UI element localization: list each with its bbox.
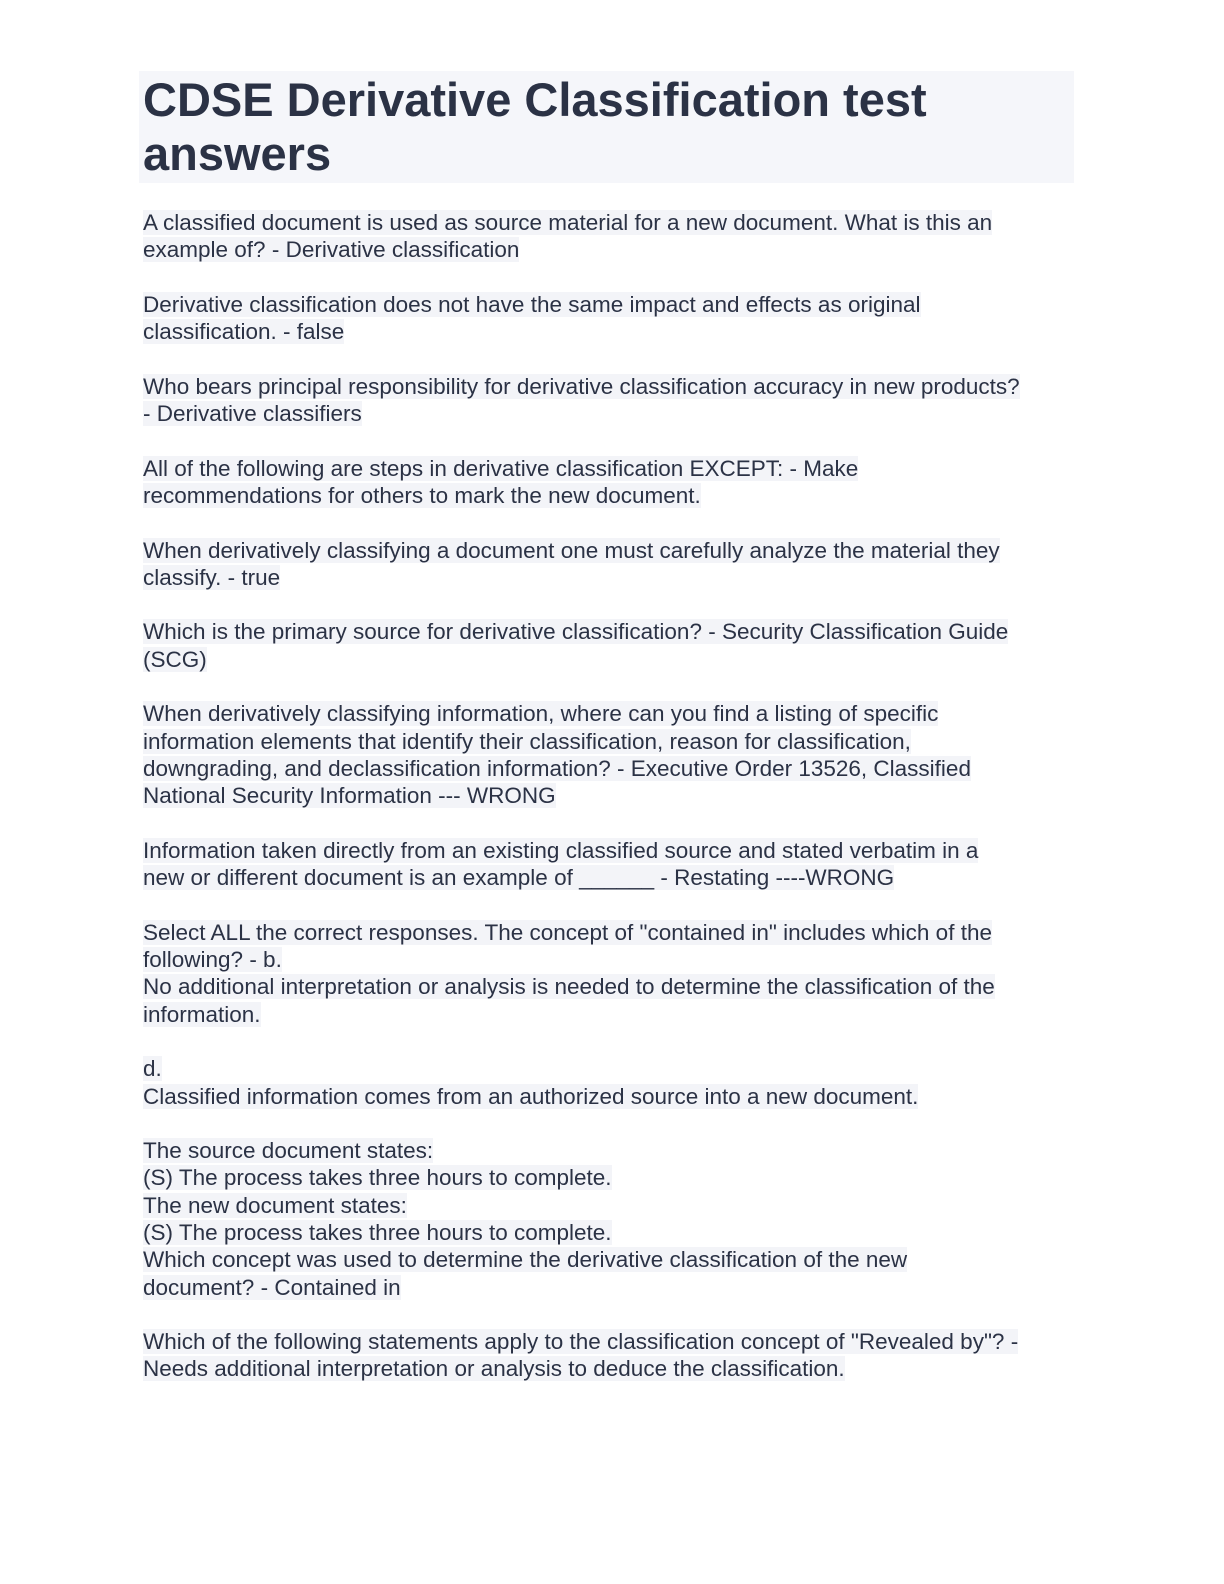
qa-line-text: The source document states:: [143, 1138, 434, 1164]
qa-line-text: Which of the following statements apply to the classification concept of "Revealed by"? -: [143, 1329, 1019, 1355]
qa-line: [143, 837, 1074, 864]
qa-line-text: Derivative classification does not have the same impact and effects as original: [143, 291, 921, 317]
qa-line: [143, 755, 1074, 782]
qa-line-text: The new document states:: [143, 1192, 407, 1218]
qa-item: [143, 618, 1074, 673]
qa-line-text: recommendations for others to mark the new document.: [143, 482, 701, 508]
qa-line: [143, 618, 1074, 645]
qa-line: [143, 1055, 1074, 1082]
qa-line: [143, 236, 1074, 263]
qa-line-text: No additional interpretation or analysis is needed to determine the classification of the: [143, 974, 995, 1000]
qa-line: [143, 782, 1074, 809]
qa-line-text: information.: [143, 1001, 261, 1027]
document-page: [139, 71, 1074, 1410]
qa-item: [143, 455, 1074, 510]
qa-item: [143, 373, 1074, 428]
qa-line-text: National Security Information --- WRONG: [143, 783, 556, 809]
qa-line-text: Select ALL the correct responses. The concept of "contained in" includes which of the: [143, 919, 992, 945]
qa-line-text: Who bears principal responsibility for derivative classification accuracy in new products?: [143, 373, 1020, 399]
qa-item: [143, 700, 1074, 809]
qa-item: [143, 1055, 1074, 1110]
qa-line: [143, 209, 1074, 236]
qa-line: [143, 291, 1074, 318]
qa-item: [143, 1137, 1074, 1301]
qa-line: [143, 728, 1074, 755]
qa-line: [143, 646, 1074, 673]
qa-line: [143, 482, 1074, 509]
qa-line: [143, 537, 1074, 564]
qa-line-text: When derivatively classifying information, where can you find a listing of specific: [143, 701, 939, 727]
qa-line: [143, 1192, 1074, 1219]
page-title: CDSE Derivative Classification test answers: [143, 73, 927, 180]
qa-item: [143, 209, 1074, 264]
qa-line: [143, 373, 1074, 400]
qa-line-text: example of? - Derivative classification: [143, 237, 520, 263]
qa-line: [143, 1328, 1074, 1355]
qa-line-text: (SCG): [143, 646, 207, 672]
qa-line: [143, 1164, 1074, 1191]
qa-item: [143, 919, 1074, 1028]
qa-line: [143, 1219, 1074, 1246]
qa-line-text: Information taken directly from an existing classified source and stated verbatim in a: [143, 837, 979, 863]
qa-line: [143, 455, 1074, 482]
qa-line-text: Classified information comes from an authorized source into a new document.: [143, 1083, 919, 1109]
qa-line-text: document? - Contained in: [143, 1274, 401, 1300]
qa-line: [143, 1083, 1074, 1110]
qa-item: [143, 837, 1074, 892]
qa-line-text: (S) The process takes three hours to complete.: [143, 1219, 612, 1245]
qa-line-text: All of the following are steps in derivative classification EXCEPT: - Make: [143, 455, 859, 481]
qa-line-text: d.: [143, 1056, 162, 1082]
qa-line: [143, 1274, 1074, 1301]
qa-line-text: following? - b.: [143, 947, 282, 973]
qa-line-text: information elements that identify their classification, reason for classification,: [143, 728, 911, 754]
qa-item: [143, 537, 1074, 592]
qa-line-text: new or different document is an example of ______ - Restating ----WRONG: [143, 865, 895, 891]
qa-line-text: When derivatively classifying a document one must carefully analyze the material they: [143, 537, 1000, 563]
qa-line: [143, 946, 1074, 973]
qa-line: [143, 1355, 1074, 1382]
qa-line-text: A classified document is used as source material for a new document. What is this an: [143, 210, 993, 235]
qa-line-text: classify. - true: [143, 564, 281, 590]
qa-line: [143, 1246, 1074, 1273]
qa-item: [143, 1328, 1074, 1383]
qa-line: [143, 400, 1074, 427]
qa-line-text: downgrading, and declassification information? - Executive Order 13526, Classified: [143, 755, 971, 781]
qa-line-text: Needs additional interpretation or analysis to deduce the classification.: [143, 1356, 845, 1382]
qa-line: [143, 919, 1074, 946]
qa-line: [143, 864, 1074, 891]
qa-line: [143, 973, 1074, 1000]
qa-line: [143, 700, 1074, 727]
qa-line: [143, 1001, 1074, 1028]
title-block: [139, 71, 1074, 183]
qa-line-text: Which concept was used to determine the derivative classification of the new: [143, 1247, 908, 1273]
qa-line: [143, 564, 1074, 591]
qa-item: [143, 291, 1074, 346]
qa-line: [143, 318, 1074, 345]
qa-line: [143, 1137, 1074, 1164]
qa-line-text: classification. - false: [143, 319, 345, 345]
qa-list: [139, 209, 1074, 1383]
qa-line-text: (S) The process takes three hours to complete.: [143, 1165, 612, 1191]
qa-line-text: - Derivative classifiers: [143, 401, 362, 427]
qa-line-text: Which is the primary source for derivative classification? - Security Classification Guide: [143, 619, 1009, 645]
